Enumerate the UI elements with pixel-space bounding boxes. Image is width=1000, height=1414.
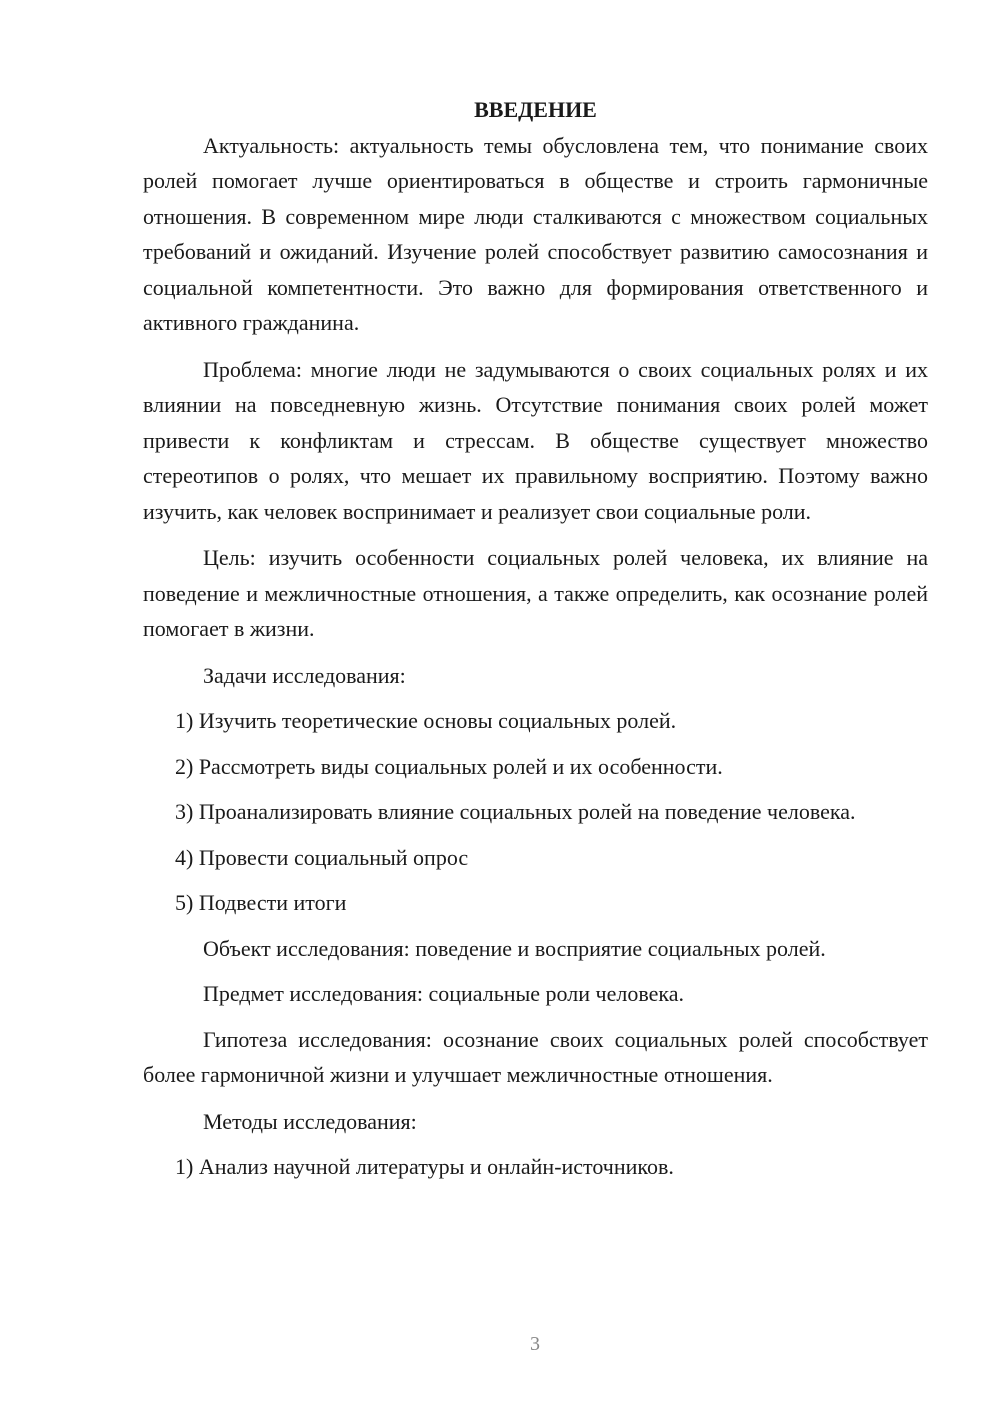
goal-paragraph: Цель: изучить особенности социальных ролей человека, их влияние на поведение и межличностные отношения, а также определить, как осознание ролей помогает в жизни.: [143, 545, 928, 641]
task-item-5: 5) Подвести итоги: [175, 890, 347, 915]
document-page: [143, 92, 928, 1195]
task-item-3: 3) Проанализировать влияние социальных ролей на поведение человека.: [175, 799, 856, 824]
section-title: ВВЕДЕНИЕ: [474, 97, 597, 122]
subject-paragraph: Предмет исследования: социальные роли человека.: [203, 981, 684, 1006]
task-item-1: 1) Изучить теоретические основы социальных ролей.: [175, 708, 677, 733]
problem-paragraph: Проблема: многие люди не задумываются о своих социальных ролях и их влиянии на повседневную жизнь. Отсутствие понимания своих ролей может привести к конфликтам и стрессам. В обществе существует множество стереотипов о ролях, что мешает их правильному восприятию. Поэтому важно изучить, как человек воспринимает и реализует свои социальные роли.: [143, 356, 928, 524]
object-paragraph: Объект исследования: поведение и восприятие социальных ролей.: [203, 935, 826, 961]
tasks-heading: Задачи исследования:: [203, 662, 406, 688]
method-item-1: 1) Анализ научной литературы и онлайн-источников.: [175, 1154, 674, 1179]
task-item-4: 4) Провести социальный опрос: [175, 844, 469, 870]
page-number: 3: [530, 1333, 540, 1355]
hypothesis-paragraph: Гипотеза исследования: осознание своих социальных ролей способствует более гармоничной жизни и улучшает межличностные отношения.: [143, 1026, 928, 1087]
task-item-2: 2) Рассмотреть виды социальных ролей и их особенности.: [175, 753, 723, 779]
methods-heading: Методы исследования:: [203, 1108, 417, 1134]
relevance-paragraph: Актуальность: актуальность темы обусловлена тем, что понимание своих ролей помогает лучше ориентироваться в обществе и строить гармоничные отношения. В современном мире люди сталкиваются с множеством социальных требований и ожиданий. Изучение ролей способствует развитию самосознания и социальной компетентности. Это важно для формирования ответственного и активного гражданина.: [143, 132, 928, 335]
